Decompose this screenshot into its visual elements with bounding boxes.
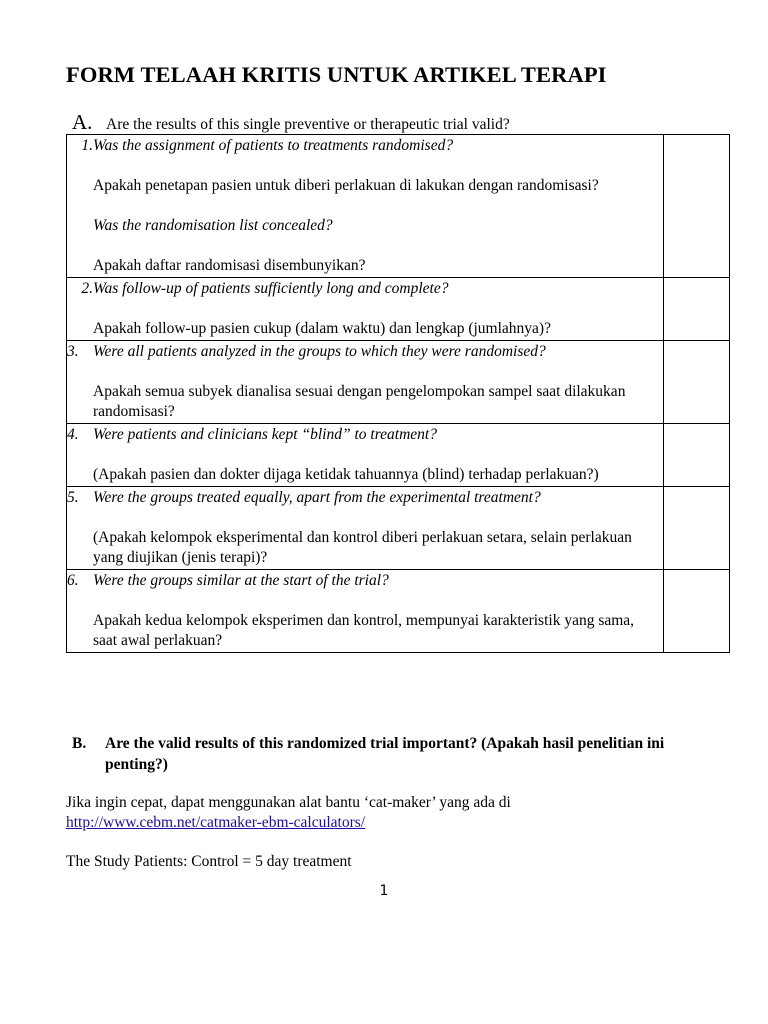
question-cell bbox=[67, 278, 664, 341]
section-b-heading bbox=[72, 733, 712, 775]
question-number: 4. bbox=[67, 426, 79, 443]
catmaker-link[interactable]: http://www.cebm.net/catmaker-ebm-calculators/ bbox=[66, 814, 366, 831]
question-number: 2. bbox=[81, 280, 93, 297]
question-english: Were patients and clinicians kept “blind” to treatment? bbox=[93, 426, 437, 443]
study-patients-text: The Study Patients: Control = 5 day treatment bbox=[66, 853, 352, 870]
catmaker-text: Jika ingin cepat, dapat menggunakan alat bantu ‘cat-maker’ yang ada di bbox=[66, 794, 511, 811]
question-indonesian: Apakah kedua kelompok eksperimen dan kontrol, mempunyai karakteristik yang sama, saat awal perlakuan? bbox=[93, 612, 635, 649]
table-row bbox=[67, 135, 730, 278]
section-b-text: Are the valid results of this randomized trial important? (Apakah hasil penelitian ini penting?) bbox=[105, 735, 665, 773]
question-english: Were the groups similar at the start of the trial? bbox=[93, 572, 389, 589]
answer-box[interactable] bbox=[664, 424, 730, 487]
answer-box[interactable] bbox=[664, 487, 730, 570]
table-row bbox=[67, 487, 730, 570]
question-number: 3. bbox=[67, 343, 79, 360]
question-indonesian: Apakah semua subyek dianalisa sesuai dengan pengelompokan sampel saat dilakukan randomisasi? bbox=[93, 383, 626, 420]
catmaker-paragraph bbox=[66, 793, 511, 833]
question-number: 1. bbox=[81, 137, 93, 154]
question-indonesian: Apakah daftar randomisasi disembunyikan? bbox=[93, 257, 366, 274]
question-indonesian: (Apakah pasien dan dokter dijaga ketidak tahuannya (blind) terhadap perlakuan?) bbox=[93, 466, 599, 483]
section-a-heading bbox=[72, 110, 510, 135]
section-a-letter: A. bbox=[72, 110, 93, 134]
question-cell bbox=[67, 570, 664, 653]
question-english: Was the assignment of patients to treatments randomised? bbox=[93, 137, 454, 154]
question-indonesian: (Apakah kelompok eksperimental dan kontrol diberi perlakuan setara, selain perlakuan yang diujikan (jenis terapi)? bbox=[93, 529, 632, 566]
answer-box[interactable] bbox=[664, 341, 730, 424]
question-cell bbox=[67, 135, 664, 278]
answer-box[interactable] bbox=[664, 570, 730, 653]
question-indonesian: Apakah follow-up pasien cukup (dalam waktu) dan lengkap (jumlahnya)? bbox=[93, 320, 551, 337]
question-cell bbox=[67, 487, 664, 570]
question-number: 6. bbox=[67, 572, 79, 589]
page-title: FORM TELAAH KRITIS UNTUK ARTIKEL TERAPI bbox=[66, 62, 607, 87]
question-english: Was the randomisation list concealed? bbox=[93, 217, 333, 234]
question-number: 5. bbox=[67, 489, 79, 506]
table-row bbox=[67, 424, 730, 487]
table-row bbox=[67, 341, 730, 424]
answer-box[interactable] bbox=[664, 278, 730, 341]
question-indonesian: Apakah penetapan pasien untuk diberi perlakuan di lakukan dengan randomisasi? bbox=[93, 177, 599, 194]
question-cell bbox=[67, 341, 664, 424]
question-english: Were the groups treated equally, apart from the experimental treatment? bbox=[93, 489, 541, 506]
question-cell bbox=[67, 424, 664, 487]
table-row bbox=[67, 570, 730, 653]
table-row bbox=[67, 278, 730, 341]
section-b-letter: B. bbox=[72, 735, 87, 752]
page-number: 1 bbox=[379, 883, 389, 899]
criteria-table bbox=[66, 134, 730, 653]
answer-box[interactable] bbox=[664, 135, 730, 278]
section-a-text: Are the results of this single preventive or therapeutic trial valid? bbox=[106, 116, 510, 133]
question-english: Was follow-up of patients sufficiently long and complete? bbox=[93, 280, 449, 297]
question-english: Were all patients analyzed in the groups to which they were randomised? bbox=[93, 343, 546, 360]
